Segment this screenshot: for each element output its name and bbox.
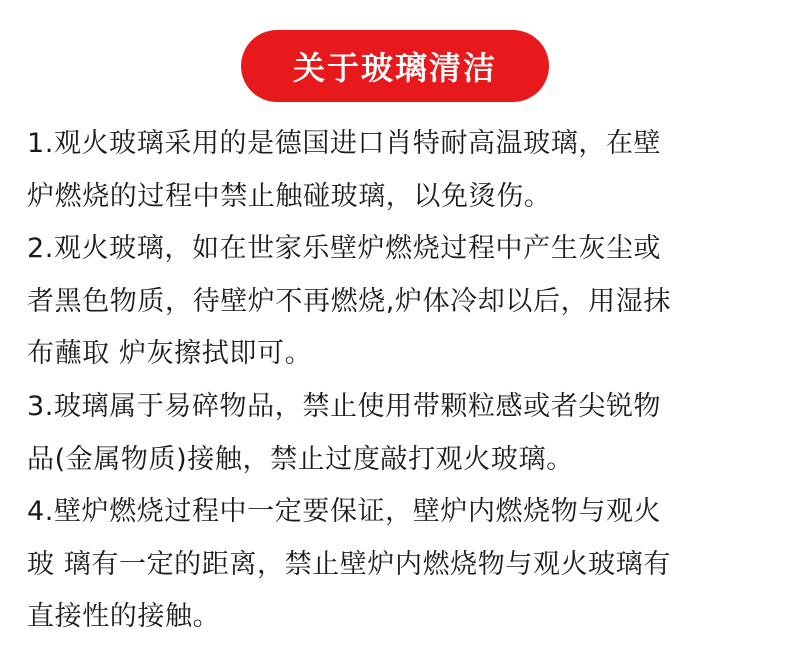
instruction-line: 1.观火玻璃采用的是德国进口肖特耐高温玻璃，在壁	[27, 128, 662, 159]
page-title: 关于玻璃清洁	[241, 30, 549, 102]
instruction-line: 布蘸取 炉灰擦拭即可。	[27, 338, 313, 370]
instruction-line: 直接性的接触。	[27, 601, 221, 633]
instruction-line: 2.观火玻璃，如在世家乐壁炉燃烧过程中产生灰尘或	[27, 233, 662, 265]
instruction-line: 品(金属物质)接触，禁止过度敲打观火玻璃。	[27, 443, 574, 475]
instruction-line: 3.玻璃属于易碎物品，禁止使用带颗粒感或者尖锐物	[27, 390, 662, 422]
instruction-line: 4.壁炉燃烧过程中一定要保证，壁炉内燃烧物与观火	[27, 496, 662, 528]
instruction-line: 炉燃烧的过程中禁止触碰玻璃，以免烫伤。	[27, 180, 552, 212]
glass-cleaning-instructions	[27, 118, 767, 644]
title-banner	[0, 30, 790, 102]
instruction-line: 玻 璃有一定的距离，禁止壁炉内燃烧物与观火玻璃有	[27, 548, 671, 580]
instruction-line: 者黑色物质，待壁炉不再燃烧,炉体冷却以后，用湿抹	[27, 285, 671, 317]
